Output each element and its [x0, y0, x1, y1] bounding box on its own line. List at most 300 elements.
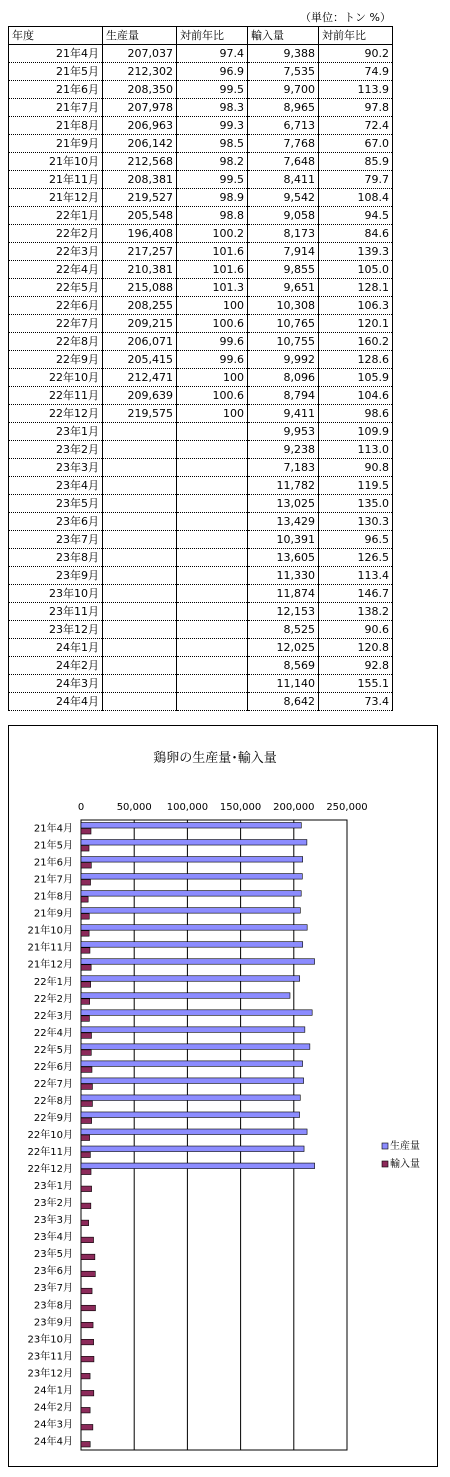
cell-production: 205,548 — [103, 207, 177, 225]
cell-year: 21年4月 — [9, 45, 103, 63]
bar-import — [81, 1152, 90, 1158]
table-row — [9, 441, 393, 459]
plot-area — [81, 820, 347, 1450]
cell-import: 9,388 — [248, 45, 319, 63]
cell-production-ratio — [177, 693, 248, 711]
table-row — [9, 477, 393, 495]
cell-import-ratio: 98.6 — [319, 405, 393, 423]
cell-production-ratio: 99.5 — [177, 81, 248, 99]
x-tick-label: 150,000 — [219, 802, 262, 813]
y-tick-label: 24年2月 — [33, 1402, 73, 1414]
y-tick-label: 22年6月 — [33, 1061, 73, 1073]
cell-production: 206,071 — [103, 333, 177, 351]
cell-import-ratio: 67.0 — [319, 135, 393, 153]
cell-year: 24年4月 — [9, 693, 103, 711]
y-tick-label: 23年3月 — [33, 1215, 73, 1227]
bar-import — [81, 1373, 90, 1379]
cell-import-ratio: 84.6 — [319, 225, 393, 243]
table-row — [9, 693, 393, 711]
cell-import-ratio: 96.5 — [319, 531, 393, 549]
cell-production — [103, 549, 177, 567]
cell-import: 11,874 — [248, 585, 319, 603]
cell-import: 6,713 — [248, 117, 319, 135]
cell-import-ratio: 85.9 — [319, 153, 393, 171]
cell-import: 7,914 — [248, 243, 319, 261]
table-row — [9, 207, 393, 225]
cell-production-ratio — [177, 477, 248, 495]
cell-import: 13,429 — [248, 513, 319, 531]
cell-year: 23年3月 — [9, 459, 103, 477]
table-row — [9, 567, 393, 585]
cell-import: 11,782 — [248, 477, 319, 495]
cell-import-ratio: 108.4 — [319, 189, 393, 207]
chart-title: 鶏卵の生産量･輸入量 — [153, 751, 277, 766]
y-tick-label: 22年2月 — [33, 993, 73, 1005]
bar-production — [81, 1112, 300, 1118]
cell-production: 212,302 — [103, 63, 177, 81]
bar-import — [81, 1390, 94, 1396]
bar-import — [81, 1305, 95, 1311]
bar-production — [81, 840, 307, 846]
cell-import-ratio: 72.4 — [319, 117, 393, 135]
y-tick-label: 22年7月 — [33, 1078, 73, 1090]
cell-year: 21年11月 — [9, 171, 103, 189]
cell-import: 10,755 — [248, 333, 319, 351]
y-tick-label: 21年4月 — [33, 823, 73, 835]
cell-production-ratio — [177, 603, 248, 621]
bar-import — [81, 1186, 92, 1192]
cell-year: 24年2月 — [9, 657, 103, 675]
bar-import — [81, 1339, 94, 1345]
cell-year: 21年9月 — [9, 135, 103, 153]
legend-label: 輸入量 — [390, 1159, 420, 1170]
cell-production-ratio: 101.3 — [177, 279, 248, 297]
cell-year: 21年6月 — [9, 81, 103, 99]
cell-production-ratio: 99.3 — [177, 117, 248, 135]
bar-production — [81, 1095, 300, 1101]
cell-import: 9,700 — [248, 81, 319, 99]
table-row — [9, 405, 393, 423]
cell-import: 12,153 — [248, 603, 319, 621]
table-row — [9, 657, 393, 675]
cell-production-ratio — [177, 657, 248, 675]
bar-import — [81, 846, 89, 852]
bar-import — [81, 1169, 91, 1175]
cell-year: 22年4月 — [9, 261, 103, 279]
table-row — [9, 81, 393, 99]
cell-import: 9,953 — [248, 423, 319, 441]
cell-production: 215,088 — [103, 279, 177, 297]
cell-import-ratio: 155.1 — [319, 675, 393, 693]
cell-import-ratio: 135.0 — [319, 495, 393, 513]
bar-import — [81, 1441, 90, 1447]
y-tick-label: 23年5月 — [33, 1249, 73, 1261]
table-row — [9, 675, 393, 693]
y-tick-label: 23年1月 — [33, 1181, 73, 1193]
x-tick-label: 0 — [77, 802, 85, 813]
cell-production — [103, 513, 177, 531]
cell-import: 8,965 — [248, 99, 319, 117]
x-tick-label: 250,000 — [326, 802, 368, 813]
cell-import: 11,330 — [248, 567, 319, 585]
bar-import — [81, 1356, 94, 1362]
cell-import-ratio: 74.9 — [319, 63, 393, 81]
table-row — [9, 153, 393, 171]
cell-production-ratio — [177, 621, 248, 639]
cell-production: 207,978 — [103, 99, 177, 117]
table-row — [9, 171, 393, 189]
table-row — [9, 495, 393, 513]
table-row — [9, 531, 393, 549]
cell-year: 22年5月 — [9, 279, 103, 297]
table-row — [9, 45, 393, 63]
cell-production: 219,527 — [103, 189, 177, 207]
bar-production — [81, 823, 301, 829]
cell-year: 23年6月 — [9, 513, 103, 531]
cell-year: 21年8月 — [9, 117, 103, 135]
cell-year: 22年3月 — [9, 243, 103, 261]
cell-import-ratio: 138.2 — [319, 603, 393, 621]
table-row — [9, 387, 393, 405]
bar-import — [81, 1322, 93, 1328]
cell-year: 23年11月 — [9, 603, 103, 621]
bar-import — [81, 1407, 90, 1413]
cell-import: 9,651 — [248, 279, 319, 297]
y-tick-label: 23年2月 — [33, 1198, 73, 1210]
cell-import-ratio: 113.4 — [319, 567, 393, 585]
cell-production: 217,257 — [103, 243, 177, 261]
header-year: 年度 — [9, 27, 103, 45]
cell-production-ratio: 100 — [177, 369, 248, 387]
y-tick-label: 21年5月 — [33, 840, 73, 852]
cell-year: 22年11月 — [9, 387, 103, 405]
cell-production — [103, 693, 177, 711]
cell-year: 24年3月 — [9, 675, 103, 693]
bar-production — [81, 1078, 304, 1084]
cell-year: 23年7月 — [9, 531, 103, 549]
header-production-ratio: 対前年比 — [177, 27, 248, 45]
bar-production — [81, 908, 300, 914]
y-tick-label: 24年4月 — [33, 1436, 73, 1448]
y-tick-label: 24年1月 — [33, 1385, 73, 1397]
table-row — [9, 189, 393, 207]
bar-production — [81, 1061, 303, 1067]
cell-import-ratio: 94.5 — [319, 207, 393, 225]
cell-year: 22年6月 — [9, 297, 103, 315]
cell-production: 208,350 — [103, 81, 177, 99]
cell-production-ratio — [177, 567, 248, 585]
table-row — [9, 459, 393, 477]
bar-import — [81, 1050, 91, 1056]
table-row — [9, 549, 393, 567]
cell-production — [103, 531, 177, 549]
cell-import-ratio: 90.2 — [319, 45, 393, 63]
cell-import: 7,535 — [248, 63, 319, 81]
table-row — [9, 603, 393, 621]
cell-production: 206,142 — [103, 135, 177, 153]
table-row — [9, 639, 393, 657]
y-tick-label: 22年12月 — [27, 1164, 73, 1176]
table-row — [9, 279, 393, 297]
y-tick-label: 21年11月 — [27, 942, 73, 954]
cell-import-ratio: 105.9 — [319, 369, 393, 387]
bar-production — [81, 925, 307, 931]
cell-import: 8,569 — [248, 657, 319, 675]
cell-import-ratio: 120.1 — [319, 315, 393, 333]
cell-production-ratio: 100.2 — [177, 225, 248, 243]
bar-import — [81, 1016, 89, 1022]
table-row — [9, 423, 393, 441]
cell-production: 219,575 — [103, 405, 177, 423]
bar-import — [81, 1033, 91, 1039]
legend-swatch — [382, 1143, 388, 1149]
bar-production — [81, 1146, 304, 1152]
cell-production — [103, 477, 177, 495]
cell-year: 23年12月 — [9, 621, 103, 639]
cell-year: 21年7月 — [9, 99, 103, 117]
cell-production — [103, 567, 177, 585]
table-row — [9, 315, 393, 333]
cell-import: 9,411 — [248, 405, 319, 423]
table-row — [9, 225, 393, 243]
cell-production-ratio: 101.6 — [177, 243, 248, 261]
bar-import — [81, 863, 91, 869]
y-tick-label: 23年8月 — [33, 1300, 73, 1312]
cell-import: 7,768 — [248, 135, 319, 153]
bar-import — [81, 982, 91, 988]
cell-production-ratio: 99.5 — [177, 171, 248, 189]
header-production: 生産量 — [103, 27, 177, 45]
cell-year: 22年9月 — [9, 351, 103, 369]
cell-import: 10,308 — [248, 297, 319, 315]
y-tick-label: 23年10月 — [27, 1334, 73, 1346]
cell-import-ratio: 90.8 — [319, 459, 393, 477]
cell-production-ratio — [177, 513, 248, 531]
cell-year: 23年10月 — [9, 585, 103, 603]
cell-production: 196,408 — [103, 225, 177, 243]
cell-import-ratio: 104.6 — [319, 387, 393, 405]
cell-year: 22年8月 — [9, 333, 103, 351]
y-tick-label: 22年11月 — [27, 1147, 73, 1159]
cell-import-ratio: 146.7 — [319, 585, 393, 603]
bar-production — [81, 1129, 307, 1135]
cell-production — [103, 603, 177, 621]
header-import-ratio: 対前年比 — [319, 27, 393, 45]
y-tick-label: 22年9月 — [33, 1112, 73, 1124]
y-tick-label: 22年3月 — [33, 1010, 73, 1022]
cell-production — [103, 423, 177, 441]
cell-production-ratio — [177, 549, 248, 567]
cell-year: 23年5月 — [9, 495, 103, 513]
y-tick-label: 21年9月 — [33, 908, 73, 920]
y-tick-label: 22年5月 — [33, 1044, 73, 1056]
cell-import-ratio: 105.0 — [319, 261, 393, 279]
cell-import-ratio: 126.5 — [319, 549, 393, 567]
cell-year: 22年10月 — [9, 369, 103, 387]
table-row — [9, 621, 393, 639]
cell-production-ratio — [177, 459, 248, 477]
table-row — [9, 261, 393, 279]
cell-import: 8,411 — [248, 171, 319, 189]
bar-production — [81, 1010, 312, 1016]
cell-import-ratio: 73.4 — [319, 693, 393, 711]
y-tick-label: 22年4月 — [33, 1027, 73, 1039]
cell-production: 210,381 — [103, 261, 177, 279]
cell-import: 10,765 — [248, 315, 319, 333]
bar-import — [81, 1118, 92, 1124]
cell-year: 23年4月 — [9, 477, 103, 495]
table-row — [9, 351, 393, 369]
y-tick-label: 23年4月 — [33, 1232, 73, 1244]
bar-production — [81, 959, 315, 965]
cell-production-ratio — [177, 585, 248, 603]
cell-production-ratio: 98.8 — [177, 207, 248, 225]
cell-production: 208,255 — [103, 297, 177, 315]
cell-import-ratio: 106.3 — [319, 297, 393, 315]
bar-import — [81, 829, 91, 835]
bar-import — [81, 1101, 92, 1107]
cell-import-ratio: 113.0 — [319, 441, 393, 459]
table-row — [9, 585, 393, 603]
cell-year: 22年7月 — [9, 315, 103, 333]
cell-year: 22年1月 — [9, 207, 103, 225]
bar-import — [81, 880, 91, 886]
chart-area — [8, 725, 438, 1467]
cell-import: 7,183 — [248, 459, 319, 477]
cell-production: 206,963 — [103, 117, 177, 135]
cell-import: 11,140 — [248, 675, 319, 693]
table-row — [9, 369, 393, 387]
x-tick-label: 100,000 — [166, 802, 209, 813]
bar-production — [81, 976, 300, 982]
cell-year: 23年9月 — [9, 567, 103, 585]
bar-import — [81, 999, 90, 1005]
cell-import-ratio: 139.3 — [319, 243, 393, 261]
cell-import-ratio: 130.3 — [319, 513, 393, 531]
cell-production-ratio — [177, 675, 248, 693]
cell-production-ratio — [177, 441, 248, 459]
cell-production: 205,415 — [103, 351, 177, 369]
cell-production — [103, 621, 177, 639]
cell-import-ratio: 160.2 — [319, 333, 393, 351]
cell-production-ratio — [177, 423, 248, 441]
bar-production — [81, 1044, 310, 1050]
legend-label: 生産量 — [390, 1141, 420, 1152]
cell-production-ratio: 98.3 — [177, 99, 248, 117]
cell-import: 12,025 — [248, 639, 319, 657]
bar-import — [81, 1067, 92, 1073]
cell-production: 212,471 — [103, 369, 177, 387]
cell-production-ratio: 98.5 — [177, 135, 248, 153]
x-tick-label: 50,000 — [116, 802, 152, 813]
cell-import: 8,096 — [248, 369, 319, 387]
bar-import — [81, 1220, 89, 1226]
table-header-row — [9, 27, 393, 45]
table-row — [9, 135, 393, 153]
header-import: 輸入量 — [248, 27, 319, 45]
cell-production-ratio: 99.6 — [177, 351, 248, 369]
y-tick-label: 22年8月 — [33, 1095, 73, 1107]
y-tick-label: 23年9月 — [33, 1317, 73, 1329]
cell-year: 23年1月 — [9, 423, 103, 441]
cell-import-ratio: 119.5 — [319, 477, 393, 495]
cell-year: 21年10月 — [9, 153, 103, 171]
bar-import — [81, 931, 89, 937]
cell-production-ratio — [177, 531, 248, 549]
cell-import-ratio: 120.8 — [319, 639, 393, 657]
cell-import: 8,794 — [248, 387, 319, 405]
y-tick-label: 21年7月 — [33, 874, 73, 886]
cell-production — [103, 441, 177, 459]
cell-import: 7,648 — [248, 153, 319, 171]
table-row — [9, 297, 393, 315]
cell-production: 209,215 — [103, 315, 177, 333]
cell-year: 22年2月 — [9, 225, 103, 243]
y-tick-label: 21年12月 — [27, 959, 73, 971]
cell-import-ratio: 128.1 — [319, 279, 393, 297]
bar-import — [81, 1237, 94, 1243]
cell-production-ratio: 98.2 — [177, 153, 248, 171]
x-tick-label: 200,000 — [273, 802, 315, 813]
cell-production-ratio: 96.9 — [177, 63, 248, 81]
cell-import-ratio: 109.9 — [319, 423, 393, 441]
table-row — [9, 63, 393, 81]
y-tick-label: 23年7月 — [33, 1283, 73, 1295]
cell-production-ratio: 100.6 — [177, 315, 248, 333]
table-row — [9, 99, 393, 117]
bar-import — [81, 1135, 90, 1141]
table-row — [9, 243, 393, 261]
cell-import: 9,542 — [248, 189, 319, 207]
bar-import — [81, 1288, 92, 1294]
y-tick-label: 24年3月 — [33, 1419, 73, 1431]
cell-import-ratio: 97.8 — [319, 99, 393, 117]
cell-import-ratio: 90.6 — [319, 621, 393, 639]
bar-import — [81, 1203, 91, 1209]
y-tick-label: 22年10月 — [27, 1130, 73, 1141]
cell-production-ratio: 100 — [177, 297, 248, 315]
y-tick-label: 23年6月 — [33, 1266, 73, 1278]
bar-import — [81, 897, 88, 903]
cell-import-ratio: 79.7 — [319, 171, 393, 189]
cell-production: 212,568 — [103, 153, 177, 171]
bar-production — [81, 1027, 305, 1033]
y-tick-label: 22年1月 — [33, 976, 73, 988]
cell-production-ratio — [177, 495, 248, 513]
bar-import — [81, 1424, 93, 1430]
bar-production — [81, 857, 303, 863]
cell-production-ratio: 98.9 — [177, 189, 248, 207]
y-tick-label: 23年11月 — [27, 1351, 73, 1363]
bar-import — [81, 1271, 95, 1277]
data-table — [8, 26, 393, 711]
legend-swatch — [382, 1161, 388, 1167]
cell-import: 10,391 — [248, 531, 319, 549]
cell-production-ratio: 101.6 — [177, 261, 248, 279]
cell-import: 8,525 — [248, 621, 319, 639]
cell-import: 13,025 — [248, 495, 319, 513]
y-tick-label: 21年8月 — [33, 891, 73, 903]
bar-chart — [9, 726, 439, 1468]
cell-import: 9,855 — [248, 261, 319, 279]
table-row — [9, 117, 393, 135]
cell-import-ratio: 113.9 — [319, 81, 393, 99]
cell-production — [103, 495, 177, 513]
cell-import: 9,992 — [248, 351, 319, 369]
bar-import — [81, 1254, 95, 1260]
cell-import: 9,058 — [248, 207, 319, 225]
cell-production-ratio: 100 — [177, 405, 248, 423]
